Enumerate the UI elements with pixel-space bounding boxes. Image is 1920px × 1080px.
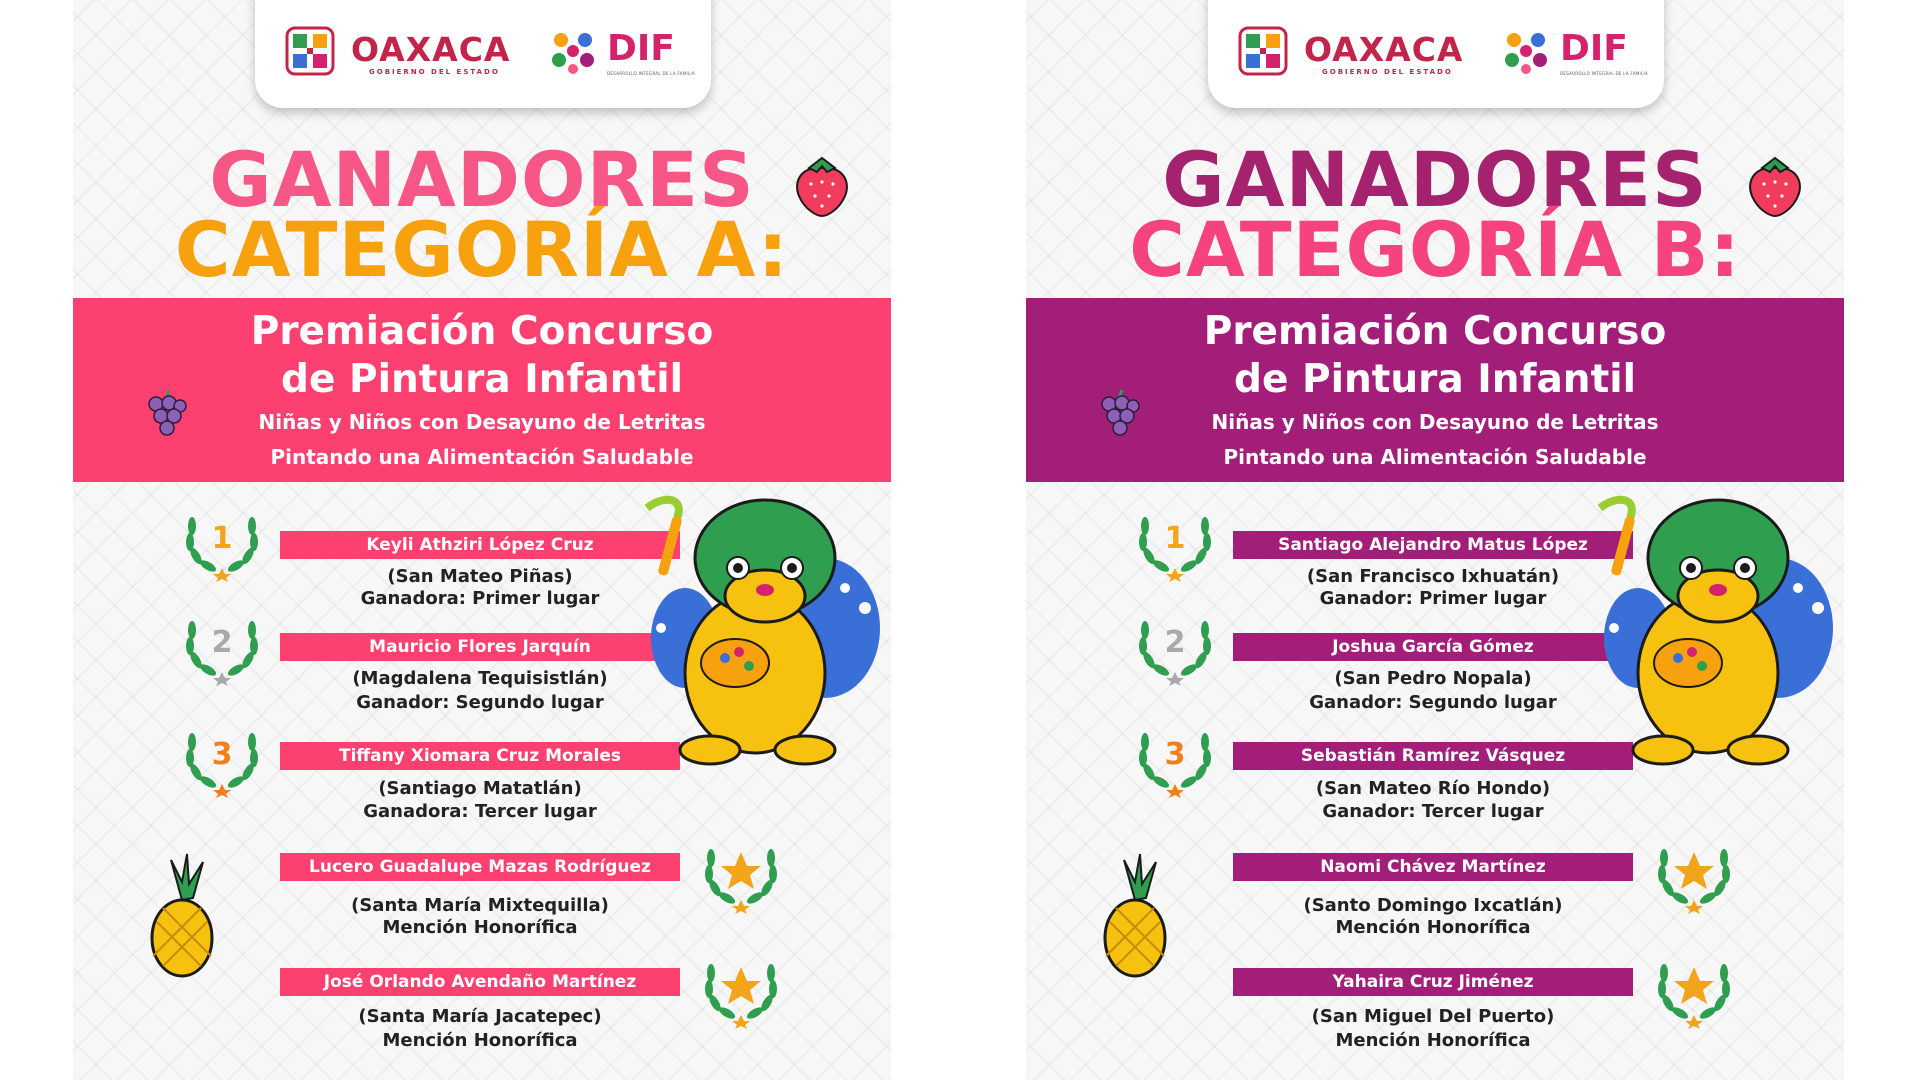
alebrije-mascot-icon (625, 488, 891, 774)
winner-place-3: (San Mateo Río Hondo) (1315, 778, 1551, 799)
banner-title-line-1: Premiación Concurso (1203, 309, 1667, 354)
header-logos (1208, 0, 1664, 108)
title-line-2: CATEGORÍA B: (1129, 205, 1741, 294)
pineapple-icon (1094, 852, 1176, 978)
winner-place-2: (Magdalena Tequisistlán) (352, 668, 608, 689)
oaxaca-logo-subtitle: GOBIERNO DEL ESTADO (1322, 68, 1453, 76)
banner-subtitle-line-2: Pintando una Alimentación Saludable (270, 445, 694, 469)
rank-number: 1 (211, 521, 233, 556)
event-banner (1026, 298, 1844, 482)
winner-award-1: Ganador: Primer lugar (1319, 588, 1547, 609)
strawberry-icon (789, 154, 855, 220)
banner-subtitle-line-1: Niñas y Niños con Desayuno de Letritas (258, 410, 706, 434)
rank-number: 2 (211, 625, 233, 660)
title-line-1: GANADORES (1162, 135, 1708, 224)
header-logos (255, 0, 711, 108)
oaxaca-logo-subtitle: GOBIERNO DEL ESTADO (369, 68, 500, 76)
oaxaca-emblem-icon (285, 26, 335, 76)
dif-flower-icon (545, 26, 601, 76)
winner-award-2: Ganador: Segundo lugar (356, 692, 604, 713)
winner-place-2: (San Pedro Nopala) (1334, 668, 1532, 689)
silver-laurel-icon (180, 610, 264, 686)
rank-number: 3 (1164, 737, 1186, 772)
grape-icon (1096, 388, 1142, 440)
winner-award-3: Ganador: Tercer lugar (1322, 801, 1544, 822)
winner-award-4: Mención Honorífica (1335, 917, 1531, 938)
pineapple-icon (141, 852, 223, 978)
dif-logo-subtitle: DESARROLLO INTEGRAL DE LA FAMILIA (607, 71, 696, 76)
star-laurel-icon (699, 953, 783, 1029)
winner-name-1: Santiago Alejandro Matus López (1233, 531, 1633, 559)
winner-place-1: (San Francisco Ixhuatán) (1306, 566, 1560, 587)
winner-name-5: Yahaira Cruz Jiménez (1233, 968, 1633, 996)
winner-name-4: Lucero Guadalupe Mazas Rodríguez (280, 853, 680, 881)
winner-award-5: Mención Honorífica (1335, 1030, 1531, 1051)
gold-laurel-icon (180, 506, 264, 582)
banner-title-line-1: Premiación Concurso (250, 309, 714, 354)
dif-logo-text: DIF (1560, 28, 1628, 69)
winner-name-1: Keyli Athziri López Cruz (280, 531, 680, 559)
winner-award-2: Ganador: Segundo lugar (1309, 692, 1557, 713)
winner-name-2: Mauricio Flores Jarquín (280, 633, 680, 661)
dif-flower-icon (1498, 26, 1554, 76)
silver-laurel-icon (1133, 610, 1217, 686)
winner-award-4: Mención Honorífica (382, 917, 578, 938)
title-line-2: CATEGORÍA A: (174, 205, 790, 294)
banner-subtitle-line-2: Pintando una Alimentación Saludable (1223, 445, 1647, 469)
banner-title-line-2: de Pintura Infantil (281, 357, 683, 402)
winner-name-5: José Orlando Avendaño Martínez (280, 968, 680, 996)
oaxaca-logo-text: OAXACA (1304, 30, 1464, 69)
rank-number: 3 (211, 737, 233, 772)
winner-place-3: (Santiago Matatlán) (378, 778, 582, 799)
winner-place-1: (San Mateo Piñas) (387, 566, 573, 587)
dif-logo-subtitle: DESARROLLO INTEGRAL DE LA FAMILIA (1560, 71, 1649, 76)
bronze-laurel-icon (180, 722, 264, 798)
bronze-laurel-icon (1133, 722, 1217, 798)
winner-place-5: (Santa María Jacatepec) (358, 1006, 602, 1027)
winner-name-3: Sebastián Ramírez Vásquez (1233, 742, 1633, 770)
star-laurel-icon (1652, 953, 1736, 1029)
banner-title-line-2: de Pintura Infantil (1234, 357, 1636, 402)
gold-laurel-icon (1133, 506, 1217, 582)
winner-award-3: Ganadora: Tercer lugar (363, 801, 597, 822)
grape-icon (143, 388, 189, 440)
oaxaca-emblem-icon (1238, 26, 1288, 76)
star-laurel-icon (1652, 838, 1736, 914)
rank-number: 1 (1164, 521, 1186, 556)
poster-category-a (73, 0, 891, 1080)
rank-number: 2 (1164, 625, 1186, 660)
title-line-1: GANADORES (209, 135, 755, 224)
winner-place-5: (San Miguel Del Puerto) (1311, 1006, 1555, 1027)
star-laurel-icon (699, 838, 783, 914)
winner-name-3: Tiffany Xiomara Cruz Morales (280, 742, 680, 770)
winner-place-4: (Santo Domingo Ixcatlán) (1303, 895, 1563, 916)
event-banner (73, 298, 891, 482)
poster-category-b (1026, 0, 1844, 1080)
oaxaca-logo-text: OAXACA (351, 30, 511, 69)
banner-subtitle-line-1: Niñas y Niños con Desayuno de Letritas (1211, 410, 1659, 434)
dif-logo-text: DIF (607, 28, 675, 69)
winner-name-2: Joshua García Gómez (1233, 633, 1633, 661)
winner-award-5: Mención Honorífica (382, 1030, 578, 1051)
winner-place-4: (Santa María Mixtequilla) (351, 895, 609, 916)
strawberry-icon (1742, 154, 1808, 220)
winner-award-1: Ganadora: Primer lugar (360, 588, 600, 609)
alebrije-mascot-icon (1578, 488, 1844, 774)
winner-name-4: Naomi Chávez Martínez (1233, 853, 1633, 881)
